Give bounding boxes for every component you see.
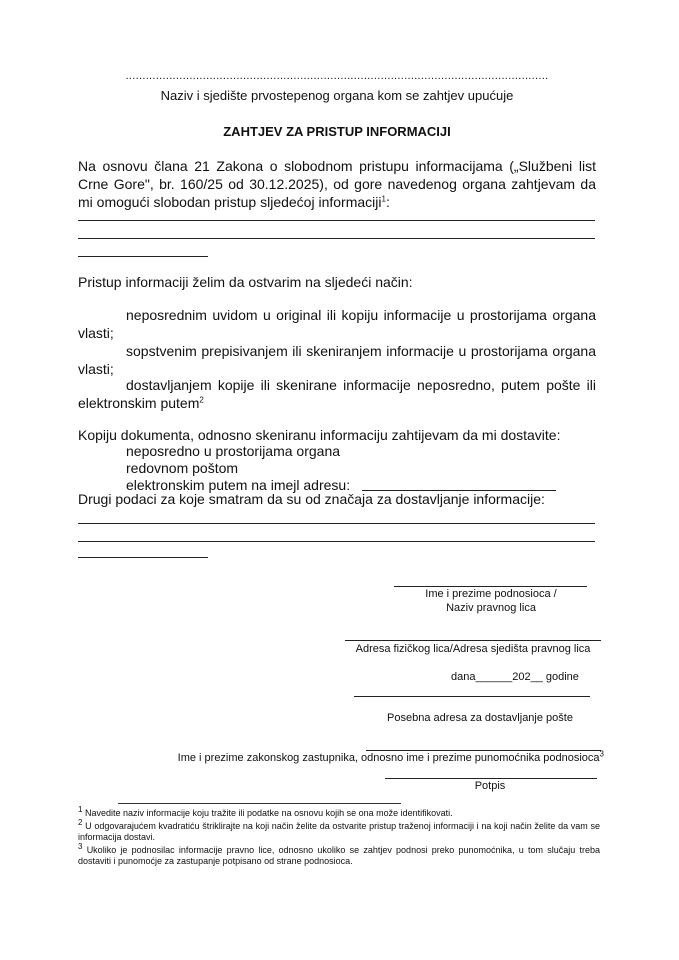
- information-answer-line-2[interactable]: [78, 238, 595, 239]
- delivery-option-post[interactable]: redovnom poštom: [126, 460, 239, 476]
- intro-tail: :: [385, 194, 390, 210]
- representative-label: [132, 749, 604, 766]
- footnote-1-text: Navedite naziv informacije koju tražite ili podatke na osnovu kojih se ona može identifikovati.: [84, 808, 453, 818]
- date-prefix: dana: [451, 671, 476, 683]
- footnote-ref-1: 1: [381, 194, 386, 204]
- access-option-2[interactable]: sopstvenim prepisivanjem ili skeniranjem informacije u prostorijama organa vlasti;: [78, 343, 596, 377]
- other-data-line-3[interactable]: [78, 557, 208, 558]
- access-option-3[interactable]: [78, 376, 596, 412]
- delivery-option-email[interactable]: elektronskim putem na imejl adresu:: [126, 477, 351, 493]
- postal-address-label: Posebna adresa za dostavljanje pošte: [387, 712, 573, 724]
- footnote-2: [78, 818, 600, 844]
- other-data-heading: Drugi podaci za koje smatram da su od značaja za dostavljanje informacije:: [78, 491, 545, 507]
- access-heading: Pristup informaciji želim da ostvarim na sljedeći način:: [78, 274, 413, 290]
- applicant-name-line[interactable]: [394, 586, 587, 587]
- postal-address-line[interactable]: [354, 696, 590, 697]
- information-answer-line-3[interactable]: [78, 256, 208, 257]
- footnote-2-text: U odgovarajućem kvadratiću štriklirajte na koji način želite da ostvarite pristup traženoj informaciji i na koji način želite da vam se informacija dostavi.: [78, 821, 600, 843]
- delivery-option-in-person[interactable]: neposredno u prostorijama organa: [126, 443, 341, 459]
- footnote-1-number: 1: [78, 805, 83, 814]
- organ-dotted-line: ..............................................................................................................................: [125, 70, 549, 82]
- address-line[interactable]: [345, 640, 601, 641]
- document-title: ZAHTJEV ZA PRISTUP INFORMACIJI: [223, 124, 451, 139]
- address-label: [330, 643, 616, 657]
- footnote-3: [78, 842, 600, 868]
- representative-line[interactable]: [366, 750, 601, 751]
- access-option-3-text: dostavljanjem kopije ili skenirane informacije neposredno, putem pošte ili elektronskim putem: [78, 377, 596, 411]
- applicant-name-label: Ime i prezime podnosioca /: [425, 588, 557, 600]
- footnote-separator: [118, 803, 401, 804]
- footnote-ref-3: 3: [599, 749, 604, 759]
- signature-label: Potpis: [474, 780, 506, 792]
- footnote-1: [78, 805, 600, 819]
- signature-line[interactable]: [385, 778, 597, 779]
- date-year: 202: [512, 671, 531, 683]
- organ-label: Naziv i sjedište prvostepenog organa kom se zahtjev upućuje: [160, 88, 514, 103]
- access-option-1[interactable]: neposrednim uvidom u original ili kopiju informacije u prostorijama organa vlasti;: [78, 307, 596, 341]
- legal-entity-name-label: Naziv pravnog lica: [446, 602, 536, 614]
- footnote-2-number: 2: [78, 818, 83, 827]
- delivery-heading: Kopiju dokumenta, odnosno skeniranu informaciju zahtijevam da mi dostavite:: [78, 427, 561, 443]
- footnote-3-text: Ukoliko je podnosilac informacije pravno lice, odnosno ukoliko se zahtjev podnosi preko punomoćnika, u tom slučaju treba dostaviti i punomoćje za zastupanje potpisano od strane podnosioca.: [78, 845, 600, 867]
- date-suffix: godine: [545, 671, 579, 683]
- intro-text: Na osnovu člana 21 Zakona o slobodnom pristupu informacijama („Službeni list Crne Gore", br. 160/25 od 30.12.2025), od gore navedenog organa zahtjevam da mi omogući slobodan pristup sljedećoj informaciji: [78, 158, 596, 210]
- other-data-line-2[interactable]: [78, 541, 595, 542]
- date-field[interactable]: dana______202__ godine: [451, 671, 579, 683]
- address-label-text: Adresa fizičkog lica/Adresa sjedišta pravnog lica: [355, 643, 591, 655]
- representative-label-text: Ime i prezime zakonskog zastupnika, odnosno ime i prezime punomoćnika podnosioca: [177, 752, 600, 764]
- other-data-line-1[interactable]: [78, 523, 595, 524]
- footnote-ref-2: 2: [199, 395, 204, 405]
- information-answer-line-1[interactable]: [78, 220, 595, 221]
- intro-paragraph: [78, 157, 596, 211]
- footnote-3-number: 3: [78, 842, 83, 851]
